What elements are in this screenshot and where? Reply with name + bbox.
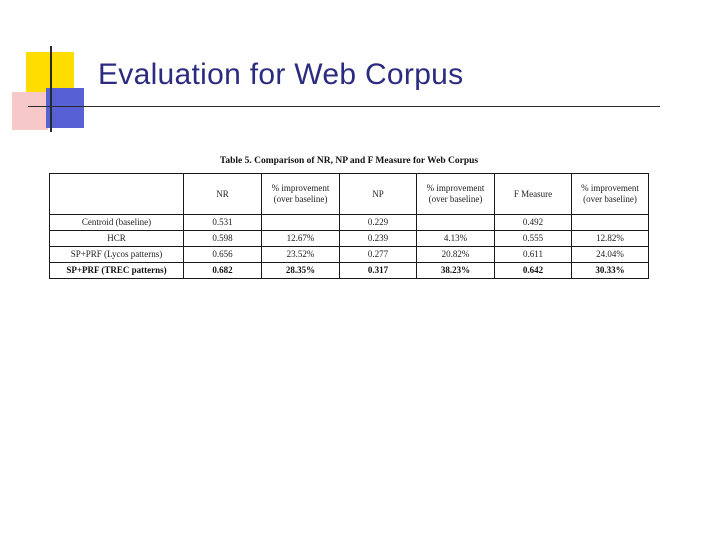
- nr-cell: 0.531: [184, 215, 262, 231]
- f-measure-cell: 0.642: [495, 263, 572, 279]
- method-cell: SP+PRF (Lycos patterns): [50, 247, 184, 263]
- header-cell-np-improvement: % improvement (over baseline): [417, 174, 495, 215]
- nr-improvement-cell: 23.52%: [262, 247, 340, 263]
- f-improvement-cell: 30.33%: [572, 263, 649, 279]
- pink-square-decoration: [12, 92, 48, 130]
- nr-improvement-cell: 12.67%: [262, 231, 340, 247]
- nr-improvement-cell: [262, 215, 340, 231]
- table-row-sp-prf-lycos: [50, 247, 649, 263]
- np-cell: 0.239: [340, 231, 417, 247]
- table-row-hcr: [50, 231, 649, 247]
- np-improvement-cell: [417, 215, 495, 231]
- slide-title: Evaluation for Web Corpus: [98, 58, 464, 91]
- table-caption: Table 5. Comparison of NR, NP and F Measure for Web Corpus: [219, 156, 479, 166]
- f-improvement-cell: 12.82%: [572, 231, 649, 247]
- f-improvement-cell: [572, 215, 649, 231]
- table-row-sp-prf-trec: [50, 263, 649, 279]
- np-improvement-cell: 38.23%: [417, 263, 495, 279]
- vertical-rule: [50, 46, 52, 132]
- header-cell-f-measure: F Measure: [495, 174, 572, 215]
- nr-improvement-cell: 28.35%: [262, 263, 340, 279]
- nr-cell: 0.682: [184, 263, 262, 279]
- header-cell-nr-improvement: % improvement (over baseline): [262, 174, 340, 215]
- table-header-row: [50, 174, 649, 215]
- header-cell-f-improvement: % improvement (over baseline): [572, 174, 649, 215]
- method-cell: HCR: [50, 231, 184, 247]
- method-cell: Centroid (baseline): [50, 215, 184, 231]
- np-cell: 0.229: [340, 215, 417, 231]
- title-underline-rule: [28, 106, 660, 107]
- np-improvement-cell: 20.82%: [417, 247, 495, 263]
- comparison-table: [49, 173, 649, 279]
- np-cell: 0.277: [340, 247, 417, 263]
- f-improvement-cell: 24.04%: [572, 247, 649, 263]
- f-measure-cell: 0.492: [495, 215, 572, 231]
- header-cell-nr: NR: [184, 174, 262, 215]
- table-row-centroid: [50, 215, 649, 231]
- header-cell-np: NP: [340, 174, 417, 215]
- method-cell: SP+PRF (TREC patterns): [50, 263, 184, 279]
- nr-cell: 0.598: [184, 231, 262, 247]
- nr-cell: 0.656: [184, 247, 262, 263]
- f-measure-cell: 0.555: [495, 231, 572, 247]
- f-measure-cell: 0.611: [495, 247, 572, 263]
- header-cell-corner: [50, 174, 184, 215]
- np-improvement-cell: 4.13%: [417, 231, 495, 247]
- np-cell: 0.317: [340, 263, 417, 279]
